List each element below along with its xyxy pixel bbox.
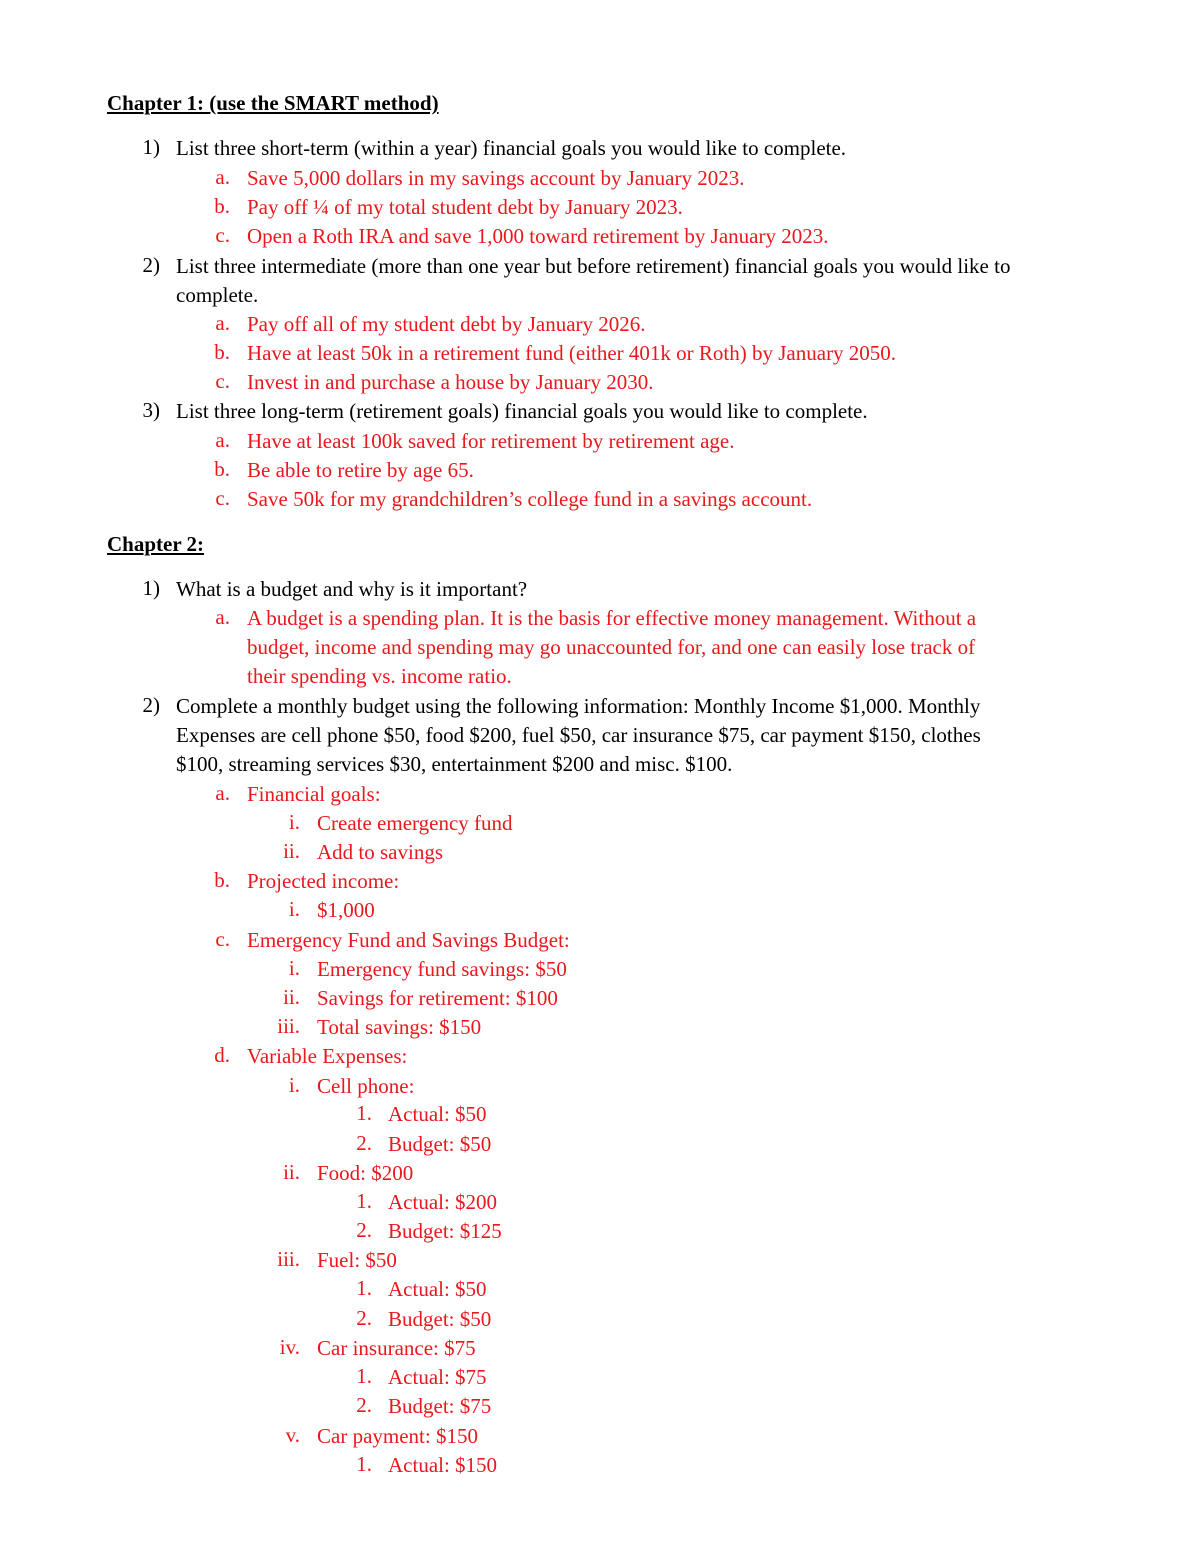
question-text-continued: complete. bbox=[176, 283, 259, 307]
item-marker: i. bbox=[288, 810, 300, 834]
item-marker: ii. bbox=[283, 1160, 300, 1184]
list-item: Create emergency fund bbox=[317, 811, 513, 835]
sub-item-marker: 1. bbox=[356, 1189, 372, 1213]
expense-actual: Actual: $200 bbox=[388, 1190, 498, 1214]
answer-text: budget, income and spending may go unaccounted for, and one can easily lose track of bbox=[247, 635, 976, 659]
item-marker: ii. bbox=[283, 985, 300, 1009]
question-text: What is a budget and why is it important? bbox=[176, 577, 528, 601]
sub-item-marker: 1. bbox=[356, 1276, 372, 1300]
expense-budget: Budget: $50 bbox=[388, 1132, 492, 1156]
sub-item-marker: 2. bbox=[356, 1218, 372, 1242]
answer-text: Invest in and purchase a house by January 2030. bbox=[247, 370, 654, 394]
answer-text: A budget is a spending plan. It is the basis for effective money management. Without a bbox=[247, 606, 977, 630]
expense-budget: Budget: $50 bbox=[388, 1307, 492, 1331]
answer-marker: c. bbox=[215, 223, 230, 247]
item-marker: iii. bbox=[277, 1247, 300, 1271]
section-variable-expenses: Variable Expenses: bbox=[247, 1044, 408, 1068]
expense-item: Food: $200 bbox=[317, 1161, 414, 1185]
answer-text: Be able to retire by age 65. bbox=[247, 458, 474, 482]
expense-actual: Actual: $75 bbox=[388, 1365, 487, 1389]
sub-item-marker: 2. bbox=[356, 1131, 372, 1155]
answer-marker: a. bbox=[215, 165, 230, 189]
question-text: Complete a monthly budget using the following information: Monthly Income $1,000. Monthly bbox=[176, 694, 981, 718]
answer-marker: d. bbox=[214, 1043, 230, 1067]
question-text: List three long-term (retirement goals) financial goals you would like to complete. bbox=[176, 399, 868, 423]
question-text: List three intermediate (more than one year but before retirement) financial goals you would like to bbox=[176, 254, 1011, 278]
question-number: 2) bbox=[142, 253, 160, 277]
answer-marker: c. bbox=[215, 927, 230, 951]
answer-marker: b. bbox=[214, 868, 230, 892]
answer-marker: c. bbox=[215, 486, 230, 510]
question-text: Expenses are cell phone $50, food $200, fuel $50, car insurance $75, car payment $150, clothes bbox=[176, 723, 981, 747]
item-marker: iii. bbox=[277, 1014, 300, 1038]
answer-marker: a. bbox=[215, 605, 230, 629]
answer-marker: b. bbox=[214, 340, 230, 364]
question-text: List three short-term (within a year) financial goals you would like to complete. bbox=[176, 136, 847, 160]
expense-item: Car payment: $150 bbox=[317, 1424, 478, 1448]
section-projected-income: Projected income: bbox=[247, 869, 400, 893]
answer-text: Pay off ¼ of my total student debt by January 2023. bbox=[247, 195, 683, 219]
expense-item: Car insurance: $75 bbox=[317, 1336, 476, 1360]
answer-marker: b. bbox=[214, 194, 230, 218]
item-marker: iv. bbox=[279, 1335, 300, 1359]
section-financial-goals: Financial goals: bbox=[247, 782, 381, 806]
item-marker: i. bbox=[288, 897, 300, 921]
list-item: Savings for retirement: $100 bbox=[317, 986, 558, 1010]
answer-text: Have at least 50k in a retirement fund (either 401k or Roth) by January 2050. bbox=[247, 341, 897, 365]
expense-budget: Budget: $75 bbox=[388, 1394, 492, 1418]
answer-marker: b. bbox=[214, 457, 230, 481]
expense-budget: Budget: $125 bbox=[388, 1219, 502, 1243]
sub-item-marker: 1. bbox=[356, 1364, 372, 1388]
answer-text: Pay off all of my student debt by January 2026. bbox=[247, 312, 646, 336]
answer-marker: a. bbox=[215, 781, 230, 805]
answer-text: Open a Roth IRA and save 1,000 toward retirement by January 2023. bbox=[247, 224, 829, 248]
answer-text: Have at least 100k saved for retirement by retirement age. bbox=[247, 429, 735, 453]
list-item: Add to savings bbox=[317, 840, 443, 864]
list-item: Emergency fund savings: $50 bbox=[317, 957, 567, 981]
sub-item-marker: 1. bbox=[356, 1101, 372, 1125]
expense-item: Cell phone: bbox=[317, 1074, 415, 1098]
expense-actual: Actual: $150 bbox=[388, 1453, 498, 1477]
expense-actual: Actual: $50 bbox=[388, 1277, 487, 1301]
chapter-2-heading: Chapter 2: bbox=[107, 532, 205, 556]
answer-text: their spending vs. income ratio. bbox=[247, 664, 512, 688]
list-item: Total savings: $150 bbox=[317, 1015, 482, 1039]
question-number: 3) bbox=[142, 398, 160, 422]
answer-marker: c. bbox=[215, 369, 230, 393]
sub-item-marker: 1. bbox=[356, 1452, 372, 1476]
expense-actual: Actual: $50 bbox=[388, 1102, 487, 1126]
item-marker: v. bbox=[285, 1423, 300, 1447]
answer-marker: a. bbox=[215, 428, 230, 452]
sub-item-marker: 2. bbox=[356, 1306, 372, 1330]
section-emergency-fund: Emergency Fund and Savings Budget: bbox=[247, 928, 570, 952]
expense-item: Fuel: $50 bbox=[317, 1248, 397, 1272]
item-marker: i. bbox=[288, 956, 300, 980]
chapter-1-heading: Chapter 1: (use the SMART method) bbox=[107, 91, 439, 115]
question-text: $100, streaming services $30, entertainment $200 and misc. $100. bbox=[176, 752, 733, 776]
question-number: 1) bbox=[142, 135, 160, 159]
sub-item-marker: 2. bbox=[356, 1393, 372, 1417]
answer-marker: a. bbox=[215, 311, 230, 335]
answer-text: Save 50k for my grandchildren’s college fund in a savings account. bbox=[247, 487, 813, 511]
list-item: $1,000 bbox=[317, 898, 375, 922]
item-marker: i. bbox=[288, 1073, 300, 1097]
item-marker: ii. bbox=[283, 839, 300, 863]
answer-text: Save 5,000 dollars in my savings account by January 2023. bbox=[247, 166, 745, 190]
question-number: 1) bbox=[142, 576, 160, 600]
question-number: 2) bbox=[142, 693, 160, 717]
